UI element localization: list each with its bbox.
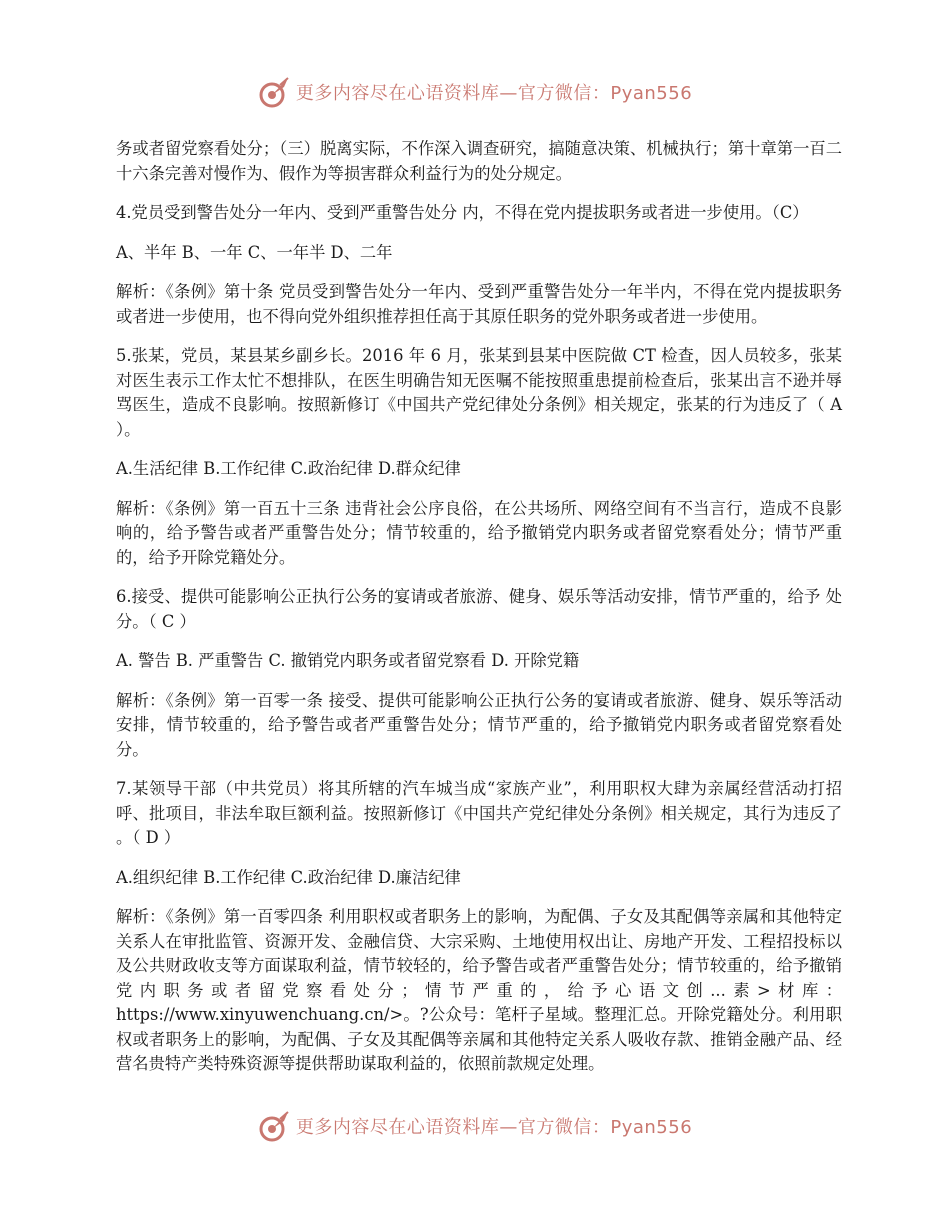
banner-text: 更多内容尽在心语资料库—官方微信：Pyan556 bbox=[295, 83, 693, 104]
question-5-analysis: 解析：《条例》第一百五十三条 违背社会公序良俗，在公共场所、网络空间有不当言行，造成不良影响的，给予警告或者严重警告处分；情节较重的，给予撤销党内职务或者留党察看处分；情节严重的，给予开除党籍处分。 bbox=[116, 498, 842, 567]
question-7: 7.某领导干部（中共党员）将其所辖的汽车城当成“家族产业”，利用职权大肆为亲属经营活动打招呼、批项目，非法牟取巨额利益。按照新修订《中国共产党纪律处分条例》相关规定，其行为违反了 。（ D ） bbox=[116, 779, 842, 847]
banner-text: 更多内容尽在心语资料库—官方微信：Pyan556 bbox=[295, 1117, 693, 1138]
question-5: 5.张某，党员，某县某乡副乡长。2016 年 6 月，张某到县某中医院做 CT 检查，因人员较多，张某对医生表示工作太忙不想排队，在医生明确告知无医嘱不能按照重患提前检查后，张某出言不逊并辱骂医生，造成不良影响。按照新修订《中国共产党纪律处分条例》相关规定，张某的行为违反了（ A ）。 bbox=[116, 346, 842, 439]
question-4: 4.党员受到警告处分一年内、受到严重警告处分 内，不得在党内提拔职务或者进一步使用。（C） bbox=[116, 203, 809, 222]
quill-logo-icon bbox=[258, 75, 292, 109]
footer-watermark-banner bbox=[0, 1106, 950, 1146]
question-6-analysis: 解析：《条例》第一百零一条 接受、提供可能影响公正执行公务的宴请或者旅游、健身、娱乐等活动安排，情节较重的，给予警告或者严重警告处分；情节严重的，给予撤销党内职务或者留党察看处分。 bbox=[116, 690, 842, 759]
question-4-options: A、半年 B、一年 C、一年半 D、二年 bbox=[116, 242, 393, 262]
question-6: 6.接受、提供可能影响公正执行公务的宴请或者旅游、健身、娱乐等活动安排，情节严重的，给予 处分。（ C ） bbox=[116, 587, 842, 631]
paragraph-continuation: 务或者留党察看处分；（三）脱离实际，不作深入调查研究，搞随意决策、机械执行；第十章第一百二十六条完善对慢作为、假作为等损害群众利益行为的处分规定。 bbox=[116, 139, 842, 183]
document-body bbox=[116, 137, 842, 1092]
quill-logo-icon bbox=[258, 1109, 292, 1143]
question-4-analysis: 解析：《条例》第十条 党员受到警告处分一年内、受到严重警告处分一年半内，不得在党内提拔职务或者进一步使用，也不得向党外组织推荐担任高于其原任职务的党外职务或者进一步使用。 bbox=[116, 282, 842, 326]
question-6-options: A. 警告 B. 严重警告 C. 撤销党内职务或者留党察看 D. 开除党籍 bbox=[116, 651, 580, 670]
question-5-options: A.生活纪律 B.工作纪律 C.政治纪律 D.群众纪律 bbox=[116, 459, 461, 478]
question-7-options: A.组织纪律 B.工作纪律 C.政治纪律 D.廉洁纪律 bbox=[116, 867, 461, 887]
header-watermark-banner bbox=[0, 72, 950, 112]
question-7-analysis: 解析：《条例》第一百零四条 利用职权或者职务上的影响，为配偶、子女及其配偶等亲属和其他特定关系人在审批监管、资源开发、金融信贷、大宗采购、土地使用权出让、房地产开发、工程招投标以及公共财政收支等方面谋取利益，情节较轻的，给予警告或者严重警告处分；情节较重的，给予撤销党内职务或者留党察看处分；情节严重的，给予心语文创...素>材库：https://www.xinyuwenchuang.cn/>。?公众号：笔杆子星域。整理汇总。开除党籍处分。利用职权或者职务上的影响，为配偶、子女及其配偶等亲属和其他特定关系人吸收存款、推销金融产品、经营名贵特产类特殊资源等提供帮助谋取利益的，依照前款规定处理。 bbox=[116, 907, 842, 1073]
